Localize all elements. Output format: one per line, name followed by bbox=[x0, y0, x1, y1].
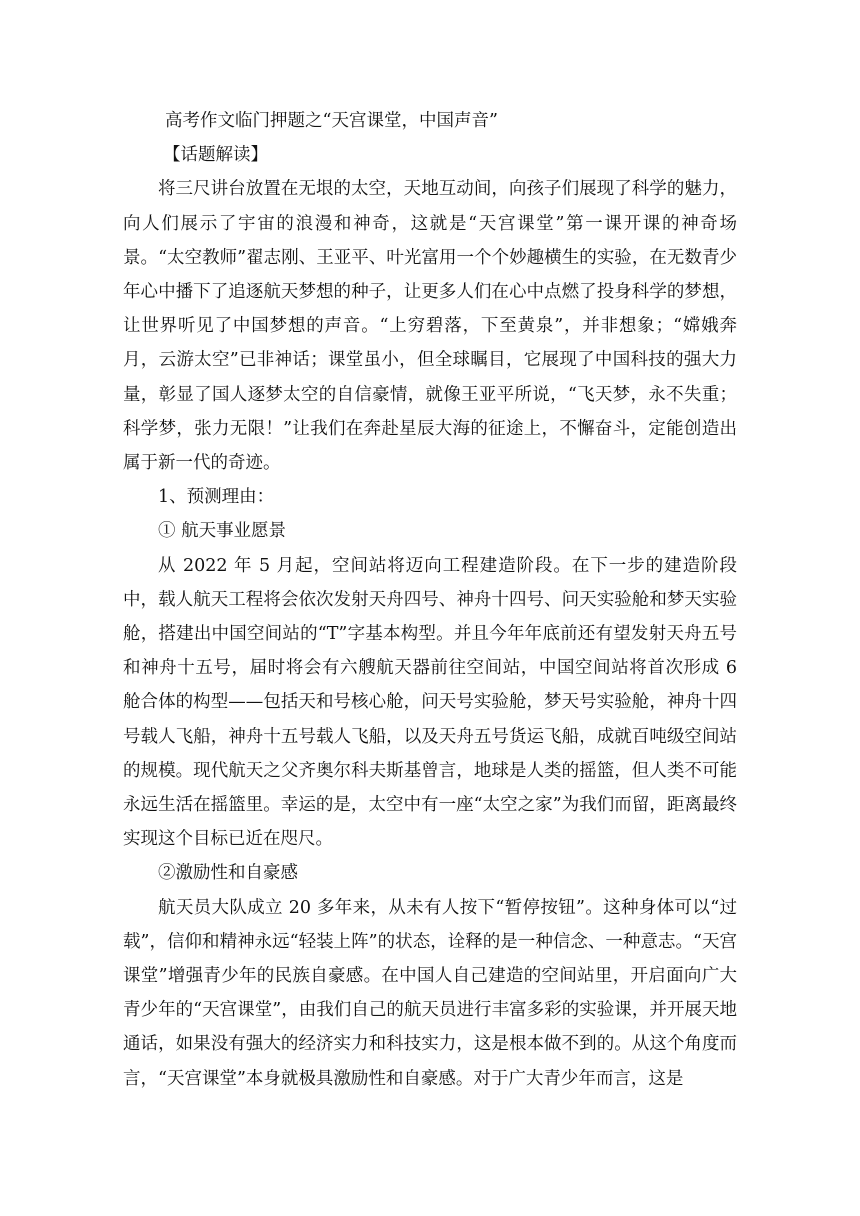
sub1-paragraph: 从 2022 年 5 月起，空间站将迈向工程建造阶段。在下一步的建造阶段中，载人航天工程将会依次发射天舟四号、神舟十四号、问天实验舱和梦天实验舱，搭建出中国空间站的“T”字基本构型。并且今年年底前还有望发射天舟五号和神舟十五号，届时将会有六艘航天器前往空间站，中国空间站将首次形成 6 舱合体的构型——包括天和号核心舱，问天号实验舱，梦天号实验舱，神舟十四号载人飞船，神舟十五号载人飞船，以及天舟五号货运飞船，成就百吨级空间站的规模。现代航天之父齐奥尔科夫斯基曾言，地球是人类的摇篮，但人类不可能永远生活在摇篮里。幸运的是，太空中有一座“太空之家”为我们而留，距离最终实现这个目标已近在咫尺。 bbox=[123, 555, 737, 850]
document-body bbox=[123, 104, 737, 1096]
document-title: 高考作文临门押题之“天宫课堂，中国声音” bbox=[165, 111, 498, 131]
topic-heading: 【话题解读】 bbox=[163, 145, 268, 166]
intro-paragraph: 将三尺讲台放置在无垠的太空，天地互动间，向孩子们展现了科学的魅力，向人们展示了宇宙的浪漫和神奇，这就是“天宫课堂”第一课开课的神奇场景。“太空教师”翟志刚、王亚平、叶光富用一个个妙趣横生的实验，在无数青少年心中播下了追逐航天梦想的种子，让更多人们在心中点燃了投身科学的梦想，让世界听见了中国梦想的声音。“上穷碧落，下至黄泉”，并非想象；“嫦娥奔月，云游太空”已非神话；课堂虽小，但全球瞩目，它展现了中国科技的强大力量，彰显了国人逐梦太空的自信豪情，就像王亚平所说，“飞天梦，永不失重；科学梦，张力无限！”让我们在奔赴星辰大海的征途上，不懈奋斗，定能创造出属于新一代的奇迹。 bbox=[123, 179, 737, 474]
sub2-heading: ②激励性和自豪感 bbox=[158, 863, 298, 884]
sub1-heading: ① 航天事业愿景 bbox=[158, 521, 287, 542]
reason-heading: 1、预测理由： bbox=[158, 487, 275, 508]
sub2-paragraph: 航天员大队成立 20 多年来，从未有人按下“暂停按钮”。这种身体可以“过载”，信仰和精神永远“轻装上阵”的状态，诠释的是一种信念、一种意志。“天宫课堂”增强青少年的民族自豪感。在中国人自己建造的空间站里，开启面向广大青少年的“天宫课堂”，由我们自己的航天员进行丰富多彩的实验课，并开展天地通话，如果没有强大的经济实力和科技实力，这是根本做不到的。从这个角度而言，“天宫课堂”本身就极具激励性和自豪感。对于广大青少年而言，这是 bbox=[123, 897, 737, 1089]
